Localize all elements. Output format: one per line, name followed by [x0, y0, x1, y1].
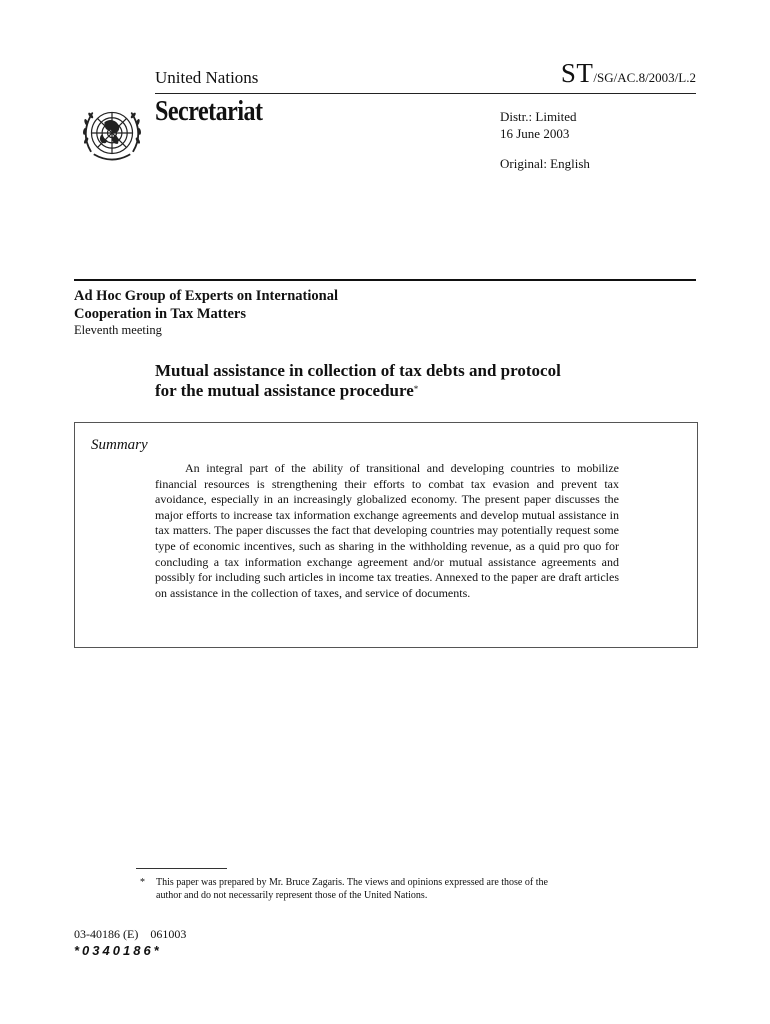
barcode-text: *0340186* [74, 943, 162, 958]
footnote-rule [136, 868, 227, 869]
document-title-line1: Mutual assistance in collection of tax debts and protocol [155, 361, 561, 380]
title-footnote-marker: * [413, 384, 419, 394]
summary-text: An integral part of the ability of transitional and developing countries to mobilize financial resources is strengthening their efforts to combat tax evasion and prevent tax avoidance, especially in an increasingly globalized economy. The present paper discusses the major efforts to increase tax information exchange agreements and develop mutual assistance in tax matters. The paper discusses the fact that developing countries may potentially request some type of economic incentives, such as sharing in the withholding revenue, as a quid pro quo for concluding a tax information exchange agreement and/or mutual assistance agreements and possibly for including such articles in income tax treaties. Annexed to the paper are draft articles on assistance in the collection of taxes, and service of documents. [155, 461, 619, 600]
header-rule [155, 93, 696, 94]
footnote-line1: This paper was prepared by Mr. Bruce Zagaris. The views and opinions expressed are those of the [156, 877, 548, 888]
job-number [74, 927, 186, 942]
original-language: Original: English [500, 156, 590, 171]
section-rule [74, 279, 696, 281]
distribution-label: Distr.: Limited [500, 109, 577, 124]
job-code: 061003 [150, 927, 187, 941]
job-number-text: 03-40186 (E) [74, 927, 139, 941]
organization-name: United Nations [155, 68, 259, 87]
meeting-label: Eleventh meeting [74, 323, 162, 337]
footnote-marker: * [140, 877, 145, 888]
document-title-line2 [155, 381, 418, 401]
un-emblem-icon [74, 98, 150, 174]
symbol-suffix: /SG/AC.8/2003/L.2 [593, 70, 696, 85]
secretariat-heading: Secretariat [155, 96, 263, 127]
document-title-line2-text: for the mutual assistance procedure [155, 381, 414, 400]
document-symbol [561, 58, 696, 89]
summary-heading: Summary [91, 437, 148, 453]
footnote [140, 876, 620, 902]
footnote-line2: author and do not necessarily represent those of the United Nations. [156, 890, 428, 901]
symbol-prefix: ST [560, 58, 594, 88]
issue-date: 16 June 2003 [500, 126, 570, 141]
group-name-line2: Cooperation in Tax Matters [74, 306, 246, 322]
group-name-line1: Ad Hoc Group of Experts on International [74, 288, 338, 304]
